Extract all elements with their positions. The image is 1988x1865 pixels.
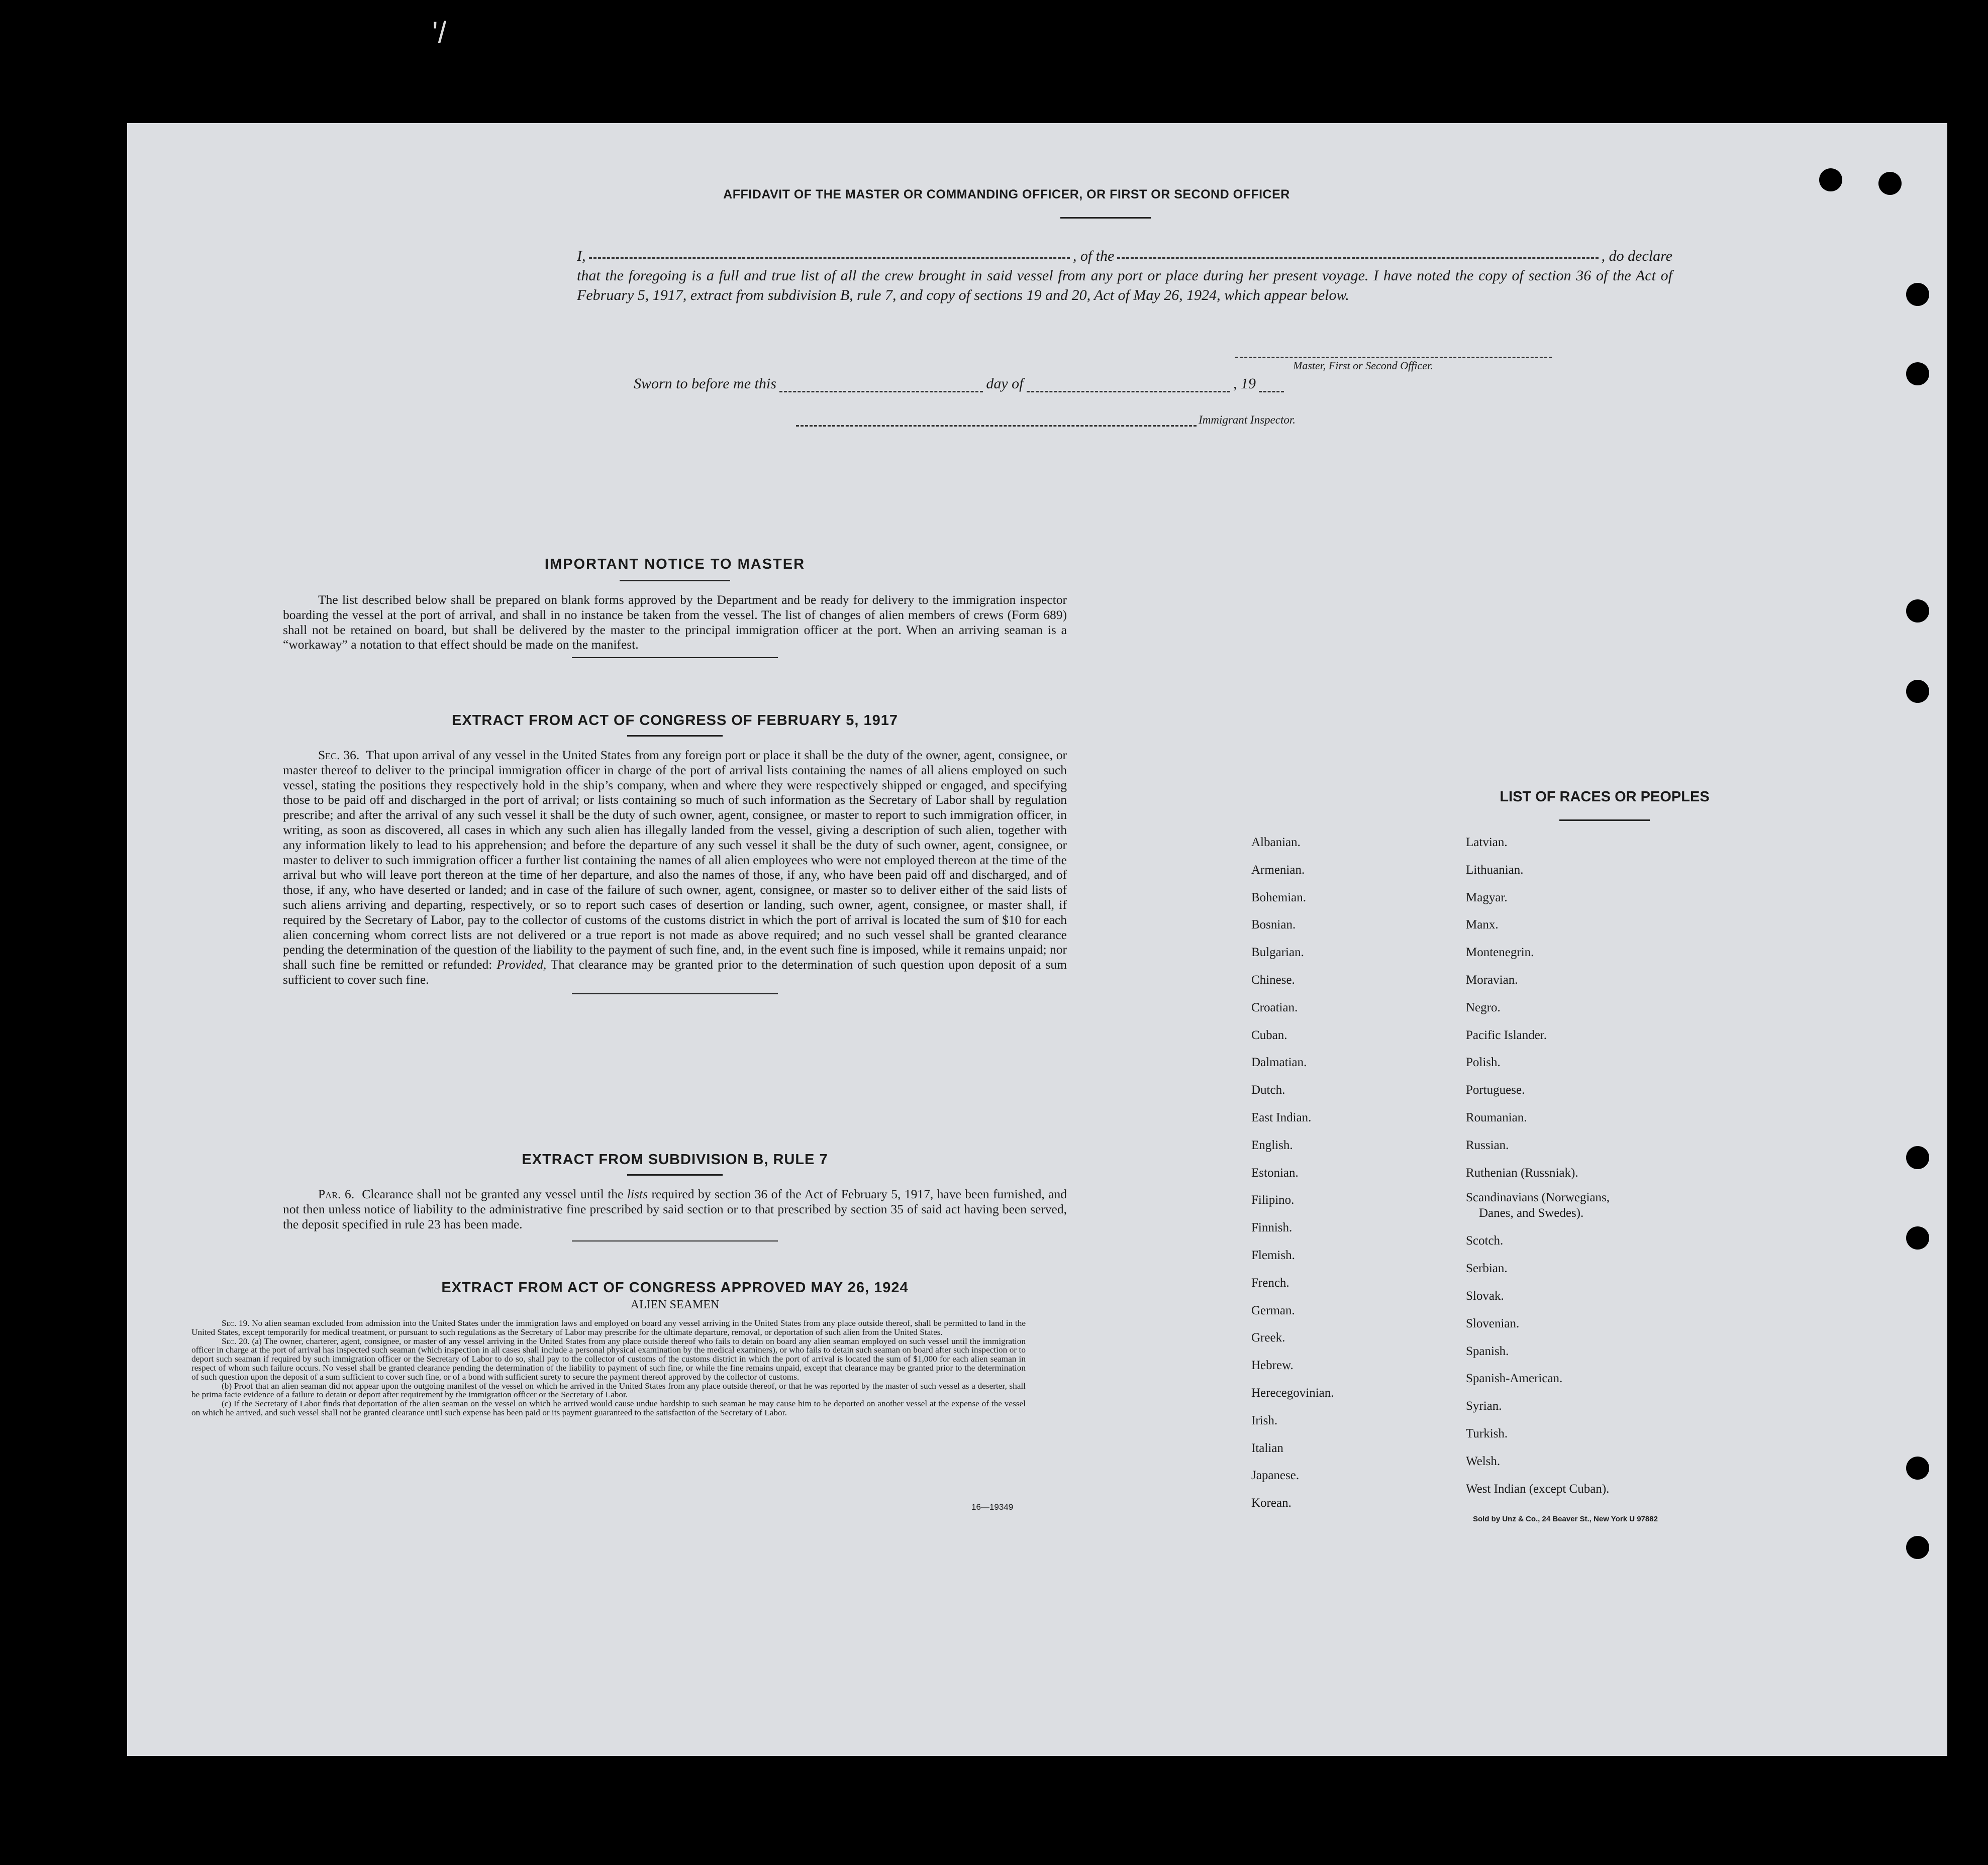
race-item: Welsh.	[1466, 1454, 1501, 1468]
decl-do-declare: , do declare	[1601, 248, 1672, 264]
races-left-column	[1251, 829, 1462, 1517]
race-item: Albanian.	[1251, 836, 1301, 849]
race-item: Roumanian.	[1466, 1110, 1527, 1124]
race-item: Scotch.	[1466, 1234, 1504, 1248]
race-item	[1466, 1187, 1727, 1227]
race-item: Ruthenian (Russniak).	[1466, 1166, 1578, 1180]
par6-label: Par. 6.	[318, 1187, 355, 1201]
race-item: Japanese.	[1251, 1469, 1300, 1483]
race-item: Filipino.	[1251, 1193, 1295, 1207]
punch-hole	[1906, 1536, 1929, 1559]
race-item: Turkish.	[1466, 1426, 1508, 1440]
race-item-line: Scandinavians (Norwegians,	[1466, 1191, 1610, 1205]
divider	[627, 735, 723, 737]
divider	[572, 657, 778, 658]
sec19-paragraph	[191, 1319, 1026, 1337]
race-item: Montenegrin.	[1466, 946, 1534, 960]
inspector-signature-blank[interactable]	[796, 418, 1197, 427]
sec20a-text: (a) The owner, charterer, agent, consignee, or master of any vessel arriving in the United States from any place outside thereof who fails to detain on board any alien seaman employed on such vessel until the immigration officer in charge at the port of arrival has inspected such seaman (which inspection in all cases shall include a personal physical examination by the medical examiners), or who fails to detain such seaman on board after such inspection or to deport such seaman if required by such immigration officer or the Secretary of Labor to do so, shall pay to the collector of customs of the customs district in which the port of arrival is located the sum of $1,000 for each alien seaman in respect of whom such failure occurs. No vessel shall be granted clearance pending the determination of the liability to payment of such fine, or while the fine remains unpaid, except that clearance may be granted prior to the determination of such question upon the deposit of a sum sufficient to cover such fine, or of a bond with sufficient surety to secure the payment thereof approved by the collector of customs.	[191, 1336, 1026, 1382]
sec36-text: That upon arrival of any vessel in the United States from any foreign port or place it shall be the duty of the owner, agent, consignee, or master thereof to deliver to the principal immigration officer in charge of the port of arrival lists containing the names of all aliens employed on such vessel, stating the positions they respectively hold in the ship’s company, when and where they were respectively shipped or engaged, and specifying those to be paid off and discharged in the port of arrival; or lists containing so much of such information as the Secretary of Labor shall by regulation prescribe; and after the arrival of any such vessel it shall be the duty of such owner, agent, consignee, or master to report to such immigration officer, in writing, as soon as discovered, all cases in which any such alien has illegally landed from the vessel, giving a description of such alien, together with any information likely to lead to his apprehension; and before the departure of any such vessel it shall be the duty of such owner, agent, consignee, or master to deliver to such immigration officer a further list containing the names of all alien employees who were not employed thereon at the time of the arrival but who will leave port thereon at the time of her departure, and also the names of those, if any, who have been paid off and discharged, and of those, if any, who have deserted or landed; and in case of the failure of such owner, agent, consignee, or master so to deliver either of the said lists of such aliens arriving and departing, respectively, or so to report such cases of desertion or landing, such owner, agent, consignee, or master shall, if required by the Secretary of Labor, pay to the collector of customs of the customs district in which the port of arrival is located the sum of $10 for each alien concerning whom correct lists are not delivered or a true report is not made as above required; and no such vessel shall be granted clearance pending the determination of the question of the liability to the payment of such fine, and, in the event such fine is imposed, while it remains unpaid; nor shall such fine be remitted or refunded:	[283, 748, 1067, 972]
punch-hole	[1878, 172, 1902, 195]
declaration-text: that the foregoing is a full and true list of all the crew brought in said vessel from any port or place during her present voyage. I have noted the copy of section 36 of the Act of February 5, 1917, extract from subdivision B, rule 7, and copy of sections 19 and 20, Act of May 26, 1924, which appear below.	[577, 267, 1672, 303]
race-item: Finnish.	[1251, 1221, 1293, 1235]
race-item: Syrian.	[1466, 1399, 1502, 1413]
sworn-year: , 19	[1233, 375, 1256, 392]
scan-mark: '/	[432, 16, 447, 49]
printer-imprint: Sold by Unz & Co., 24 Beaver St., New York U 97882	[1473, 1515, 1658, 1523]
race-item: Negro.	[1466, 1000, 1501, 1014]
punch-hole	[1819, 168, 1842, 191]
race-item: Hebrew.	[1251, 1359, 1294, 1373]
vessel-blank[interactable]	[1117, 246, 1598, 259]
punch-hole	[1906, 283, 1929, 306]
sec20c-text: (c) If the Secretary of Labor finds that deportation of the alien seaman on the vessel on which he arrived would cause undue hardship to such seaman he may cause him to be deported on another vessel at the expense of the vessel on which he arrived, and such vessel shall not be granted clearance until such expense has been paid or its payment guaranteed to the satisfaction of the Secretary of Labor.	[191, 1399, 1026, 1417]
race-item: Bosnian.	[1251, 918, 1296, 932]
race-item: Lithuanian.	[1466, 863, 1524, 877]
race-item: Herecegovinian.	[1251, 1386, 1334, 1400]
sec20a-paragraph	[191, 1337, 1026, 1382]
sworn-line	[634, 375, 1287, 392]
par6-text-a: Clearance shall not be granted any vessel until the	[362, 1187, 624, 1201]
race-item: Irish.	[1251, 1413, 1278, 1427]
race-item: Slovak.	[1466, 1289, 1504, 1303]
provided-word: Provided,	[496, 957, 547, 972]
par6-paragraph	[283, 1187, 1067, 1231]
race-item: Flemish.	[1251, 1248, 1295, 1262]
race-item: French.	[1251, 1276, 1289, 1290]
lists-word: lists	[627, 1187, 648, 1201]
decl-i: I,	[577, 248, 586, 264]
notice-text: The list described below shall be prepared on blank forms approved by the Department and be ready for delivery to the immigration inspector boarding the vessel at the port of arrival, and shall in no instance be taken from the vessel. The list of changes of alien members of crews (Form 689) shall not be retained on board, but shall be delivered by the master to the principal immigration officer at the port. When an arriving seaman is a “workaway” a notation to that effect should be made on the manifest.	[283, 592, 1067, 652]
par6-text-b: required by section 36 of the Act of February 5, 1917, have been furnished, and not then unless notice of liability to the administrative fine prescribed by said section or to that prescribed by section 35 of said act having been served, the deposit specified in rule 23 has been made.	[283, 1187, 1067, 1231]
extract-1917-title: EXTRACT FROM ACT OF CONGRESS OF FEBRUARY 5, 1917	[451, 712, 899, 729]
race-item: Cuban.	[1251, 1028, 1287, 1042]
divider	[627, 1174, 723, 1176]
sworn-day-of: day of	[986, 375, 1024, 392]
race-item: English.	[1251, 1138, 1293, 1152]
race-item: Serbian.	[1466, 1262, 1508, 1276]
race-item: German.	[1251, 1303, 1295, 1317]
race-item: Pacific Islander.	[1466, 1028, 1547, 1042]
divider	[572, 1240, 778, 1241]
form-number: 16—19349	[971, 1502, 1014, 1512]
title-divider	[1060, 217, 1151, 219]
race-item: Russian.	[1466, 1138, 1509, 1152]
race-item: Greek.	[1251, 1331, 1285, 1345]
punch-hole	[1906, 1457, 1929, 1480]
affidavit-title: AFFIDAVIT OF THE MASTER OR COMMANDING OFFICER, OR FIRST OR SECOND OFFICER	[723, 187, 1290, 201]
race-item: Spanish-American.	[1466, 1372, 1563, 1386]
race-item: Italian	[1251, 1441, 1283, 1455]
race-item: Latvian.	[1466, 836, 1508, 849]
sworn-date-blank[interactable]	[779, 381, 983, 392]
race-item: Moravian.	[1466, 973, 1518, 987]
sworn-prefix: Sworn to before me this	[634, 375, 776, 392]
race-item: Portuguese.	[1466, 1083, 1525, 1097]
sec20b-text: (b) Proof that an alien seaman did not appear upon the outgoing manifest of the vessel on which he arrived in the United States from any place outside thereof, or that he was reported by the master of such vessel as a deserter, shall be prima facie evidence of a failure to detain or deport after requirement by the immigration officer or the Secretary of Labor.	[191, 1381, 1026, 1400]
act-1924-section	[283, 1280, 1067, 1312]
race-item-line: Danes, and Swedes).	[1479, 1206, 1584, 1220]
punch-hole	[1906, 362, 1929, 385]
alien-seamen-subtitle: ALIEN SEAMEN	[630, 1298, 720, 1311]
race-item: East Indian.	[1251, 1110, 1312, 1124]
sec19-text: No alien seaman excluded from admission into the United States under the immigration laws and employed on board any vessel arriving in the United States from any place outside thereof, shall be permitted to land in the United States, except temporarily for medical treatment, or pursuant to such regulations as the Secretary of Labor may prescribe for the ultimate departure, removal, or deportation of such alien from the United States.	[191, 1318, 1026, 1337]
punch-hole	[1906, 599, 1929, 623]
race-item: West Indian (except Cuban).	[1466, 1482, 1610, 1496]
sec36-label: Sec. 36.	[318, 748, 360, 762]
race-item: Chinese.	[1251, 973, 1295, 987]
race-item: Bulgarian.	[1251, 946, 1304, 960]
extract-1917-section	[283, 712, 1067, 994]
sec20-label: Sec. 20.	[222, 1336, 250, 1346]
race-item: Magyar.	[1466, 890, 1508, 904]
race-item: Dalmatian.	[1251, 1056, 1307, 1070]
race-item: Dutch.	[1251, 1083, 1285, 1097]
sworn-year-blank[interactable]	[1259, 381, 1284, 392]
divider	[572, 993, 778, 994]
master-signature-label: Master, First or Second Officer.	[1293, 359, 1433, 372]
race-item: Spanish.	[1466, 1344, 1509, 1358]
races-title: LIST OF RACES OR PEOPLES	[1500, 789, 1710, 805]
inspector-line	[793, 413, 1296, 427]
notice-title: IMPORTANT NOTICE TO MASTER	[544, 556, 806, 572]
name-blank[interactable]	[589, 246, 1070, 259]
act-1924-title: EXTRACT FROM ACT OF CONGRESS APPROVED MAY 26, 1924	[441, 1280, 909, 1296]
race-item: Slovenian.	[1466, 1316, 1520, 1330]
sec19-label: Sec. 19.	[222, 1318, 250, 1328]
races-right-column	[1466, 829, 1727, 1503]
rule7-title: EXTRACT FROM SUBDIVISION B, RULE 7	[522, 1152, 828, 1168]
sec36-text-end: That clearance may be granted prior to the determination of such question upon deposit of a sum sufficient to cover such fine.	[283, 957, 1067, 987]
race-item: Bohemian.	[1251, 890, 1307, 904]
race-item: Polish.	[1466, 1056, 1501, 1070]
declaration-block	[577, 246, 1672, 305]
punch-hole	[1906, 1146, 1929, 1169]
divider	[1559, 819, 1650, 821]
notice-section	[283, 556, 1067, 658]
sec36-paragraph	[283, 748, 1067, 987]
punch-hole	[1906, 1226, 1929, 1250]
rule7-section	[283, 1152, 1067, 1241]
race-item: Korean.	[1251, 1496, 1291, 1510]
sworn-month-blank[interactable]	[1027, 381, 1230, 392]
decl-of-the: , of the	[1072, 248, 1115, 264]
form-page	[127, 123, 1947, 1756]
race-item: Manx.	[1466, 918, 1499, 932]
master-signature-line[interactable]	[1235, 357, 1552, 358]
race-item: Armenian.	[1251, 863, 1305, 877]
punch-hole	[1906, 680, 1929, 703]
divider	[620, 580, 730, 581]
inspector-label: Immigrant Inspector.	[1199, 413, 1296, 426]
race-item: Croatian.	[1251, 1000, 1298, 1014]
act-1924-body	[191, 1319, 1026, 1417]
race-item: Estonian.	[1251, 1166, 1299, 1180]
